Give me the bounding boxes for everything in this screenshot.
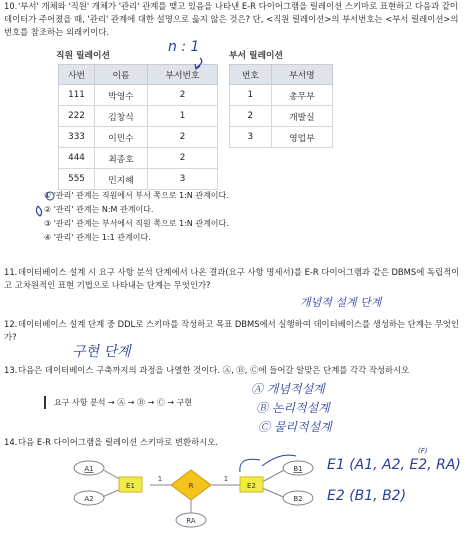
handwritten-fk-mark: (F) <box>418 447 428 455</box>
table-cell: 영업부 <box>271 127 332 148</box>
attribute-a2-label: A2 <box>84 495 94 503</box>
question-text: 데이터베이스 설계 시 요구 사항 분석 단계에서 나온 결과(요구 사항 명세서)를 E-R 다이어그램과 같은 DBMS에 독립적이고 고차원적인 표현 기법으로 나타내는 단계는 무엇인가? <box>4 267 460 291</box>
column-header: 부서번호 <box>148 65 218 85</box>
table-cell: 2 <box>148 127 218 148</box>
table-cell: 3 <box>148 169 218 190</box>
relationship-r-label: R <box>188 482 194 490</box>
table-cell: 1 <box>148 106 218 127</box>
handwritten-answer-11: 개념적 설계 단계 <box>300 296 382 309</box>
attribute-b1-label: B1 <box>293 465 303 473</box>
handwritten-relation-e1: E1 (A1, A2, E2, RA) <box>327 457 461 473</box>
er-connector <box>262 469 286 482</box>
process-flow: 요구 사항 분석 → Ⓐ → Ⓑ → Ⓒ → 구현 <box>44 396 192 409</box>
attribute-b2-label: B2 <box>293 495 303 503</box>
table-cell: 1 <box>230 85 272 106</box>
question-text: 다음은 데이터베이스 구축까지의 과정을 나열한 것이다. Ⓐ, Ⓑ, Ⓒ에 들어갈 알맞은 단계를 각각 작성하시오 <box>18 365 410 375</box>
cardinality-right: 1 <box>223 475 229 483</box>
table-cell: 3 <box>230 127 272 148</box>
table-cell: 444 <box>59 148 95 169</box>
question-number: 14. <box>4 437 18 447</box>
employee-table-caption: 직원 릴레이션 <box>56 51 111 61</box>
table-cell: 김창식 <box>95 106 148 127</box>
table-cell: 2 <box>230 106 272 127</box>
option-1: ① '관리' 관계는 직원에서 부서 쪽으로 1:N 관계이다. <box>44 191 229 200</box>
question-number: 13. <box>4 365 18 375</box>
table-cell: 555 <box>59 169 95 190</box>
option-2: ② '관리' 관계는 N:M 관계이다. <box>44 205 154 214</box>
handwritten-answer-12: 구현 단계 <box>72 344 131 360</box>
entity-e1-label: E1 <box>126 482 135 490</box>
column-header: 부서명 <box>271 65 332 85</box>
handwritten-relation-e2: E2 (B1, B2) <box>327 488 407 504</box>
table-cell: 2 <box>148 148 218 169</box>
department-table-caption: 부서 릴레이션 <box>229 51 284 61</box>
handwritten-answer-c: Ⓒ 물리적설계 <box>258 420 332 434</box>
table-cell: 박영수 <box>95 85 148 106</box>
attribute-a1-label: A1 <box>84 465 94 473</box>
table-cell: 333 <box>59 127 95 148</box>
attribute-ra-label: RA <box>186 517 196 525</box>
table-cell: 총무부 <box>271 85 332 106</box>
question-text: '부서' 개체와 '직원' 개체가 '관리' 관계를 맺고 있음을 나타낸 E-R 다이어그램을 릴레이션 스키마로 표현하고 다음과 같이 데이터가 주어졌을 때, '관리' 관계에 대한 설명으로 옳지 않은 것은? 단, <직원 릴레이션>의 부서번호는 <부서 릴레이션>의 번호를 참조하는 외래키이다. <box>4 1 459 38</box>
option-4: ④ '관리' 관계는 1:1 관계이다. <box>44 233 151 242</box>
annotation-arrow <box>240 459 260 472</box>
question-number: 12. <box>4 319 18 329</box>
table-cell: 111 <box>59 85 95 106</box>
handwritten-answer-a: Ⓐ 개념적설계 <box>251 382 325 396</box>
table-cell: 222 <box>59 106 95 127</box>
option-3: ③ '관리' 관계는 부서에서 직원 쪽으로 1:N 관계이다. <box>44 219 229 228</box>
table-cell: 개발실 <box>271 106 332 127</box>
er-connector <box>262 488 286 498</box>
table-cell: 최종호 <box>95 148 148 169</box>
question-text: 데이터베이스 설계 단계 중 DDL로 스키마를 작성하고 목표 DBMS에서 실행하여 데이터베이스를 생성하는 단계는 무엇인가? <box>4 319 459 343</box>
table-cell: 민지혜 <box>95 169 148 190</box>
entity-e2-label: E2 <box>247 482 256 490</box>
handwritten-ratio: n : 1 <box>168 39 200 55</box>
question-number: 10. <box>4 1 18 11</box>
column-header: 이름 <box>95 65 148 85</box>
table-cell: 2 <box>148 85 218 106</box>
table-cell: 이민수 <box>95 127 148 148</box>
cardinality-left: 1 <box>157 475 163 483</box>
column-header: 번호 <box>230 65 272 85</box>
question-text: 다음 E-R 다이어그램을 릴레이션 스키마로 변환하시오. <box>18 437 218 447</box>
question-number: 11. <box>4 267 18 277</box>
column-header: 사번 <box>59 65 95 85</box>
handwritten-answer-b: Ⓑ 논리적설계 <box>256 401 330 415</box>
